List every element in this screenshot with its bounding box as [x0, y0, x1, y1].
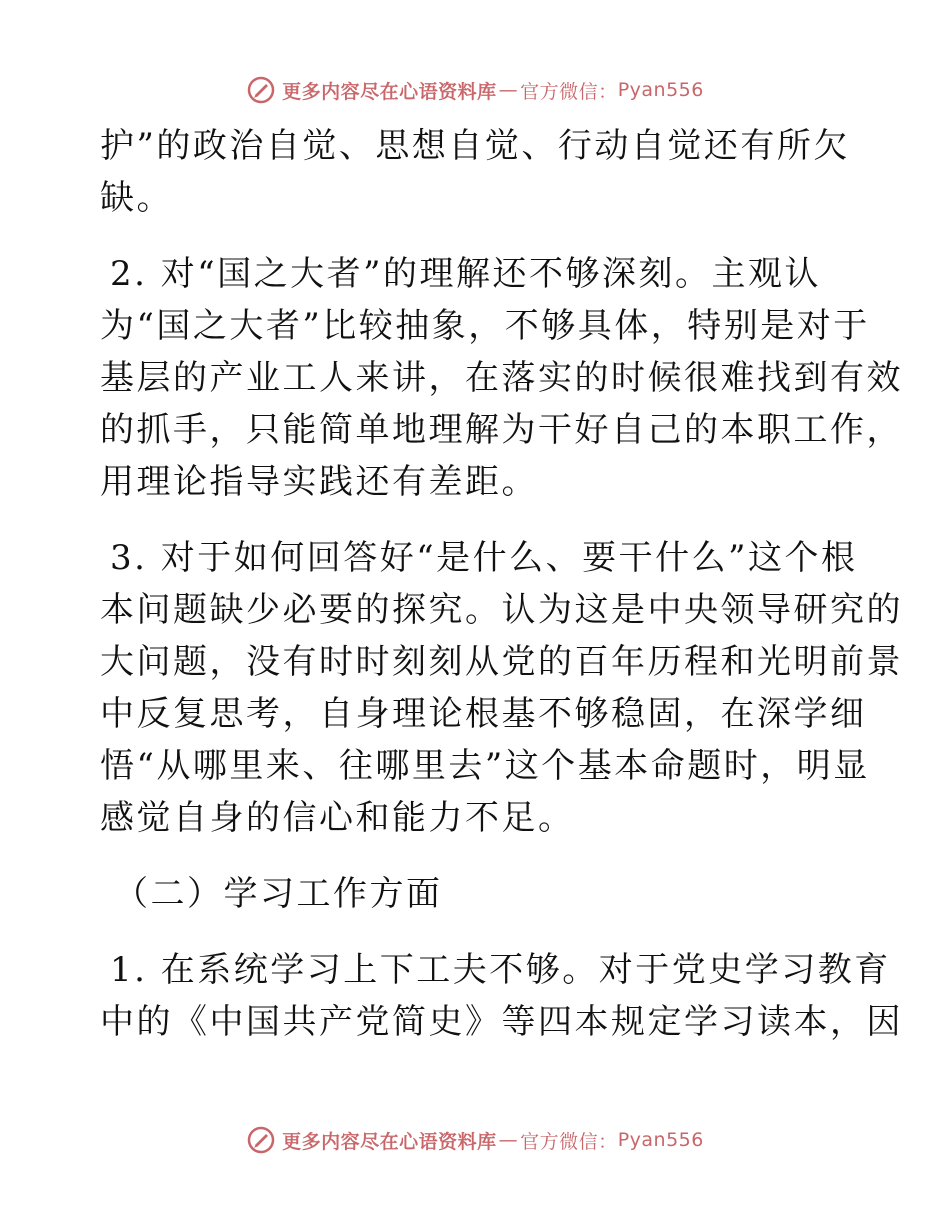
watermark-official: 官方微信：	[520, 80, 618, 103]
text-line: 为“国之大者”比较抽象，不够具体，特别是对于	[100, 306, 870, 346]
watermark-account: Pyan556	[617, 1129, 704, 1151]
text-line: 3. 对于如何回答好“是什么、要干什么”这个根	[110, 538, 858, 578]
pen-logo-icon	[246, 75, 276, 105]
heading-line: （二）学习工作方面	[114, 874, 443, 914]
watermark-dash: —	[498, 1129, 519, 1151]
pen-logo-icon	[246, 1125, 276, 1155]
text-line: 2. 对“国之大者”的理解还不够深刻。主观认	[110, 254, 822, 294]
paragraph-item-3	[100, 532, 903, 844]
text-line: 用理论指导实践还有差距。	[100, 462, 538, 502]
document-body	[100, 120, 903, 1048]
text-line: 缺。	[100, 178, 173, 218]
header-watermark	[0, 74, 950, 106]
paragraph-item-1	[100, 944, 903, 1048]
text-line: 中反复思考，自身理论根基不够稳固，在深学细	[100, 694, 867, 734]
watermark-brand: 更多内容尽在心语资料库	[282, 80, 497, 103]
text-line: 本问题缺少必要的探究。认为这是中央领导研究的	[100, 590, 903, 630]
text-line: 中的《中国共产党简史》等四本规定学习读本，因	[100, 1002, 903, 1042]
watermark-dash: —	[498, 79, 519, 101]
text-line: 的抓手，只能简单地理解为干好自己的本职工作，	[100, 410, 903, 450]
watermark-account: Pyan556	[617, 79, 704, 101]
text-line: 感觉自身的信心和能力不足。	[100, 798, 575, 838]
watermark-official: 官方微信：	[520, 1130, 618, 1153]
text-line: 1. 在系统学习上下工夫不够。对于党史学习教育	[110, 950, 891, 990]
paragraph-continuation	[100, 120, 860, 224]
text-line: 悟“从哪里来、往哪里去”这个基本命题时，明显	[100, 746, 870, 786]
text-line: 大问题，没有时时刻刻从党的百年历程和光明前景	[100, 642, 903, 682]
footer-watermark	[0, 1124, 950, 1156]
text-line: 基层的产业工人来讲，在落实的时候很难找到有效	[100, 358, 903, 398]
paragraph-item-2	[100, 248, 903, 508]
section-heading	[100, 868, 860, 920]
text-line: 护”的政治自觉、思想自觉、行动自觉还有所欠	[100, 126, 850, 166]
watermark-brand: 更多内容尽在心语资料库	[282, 1130, 497, 1153]
